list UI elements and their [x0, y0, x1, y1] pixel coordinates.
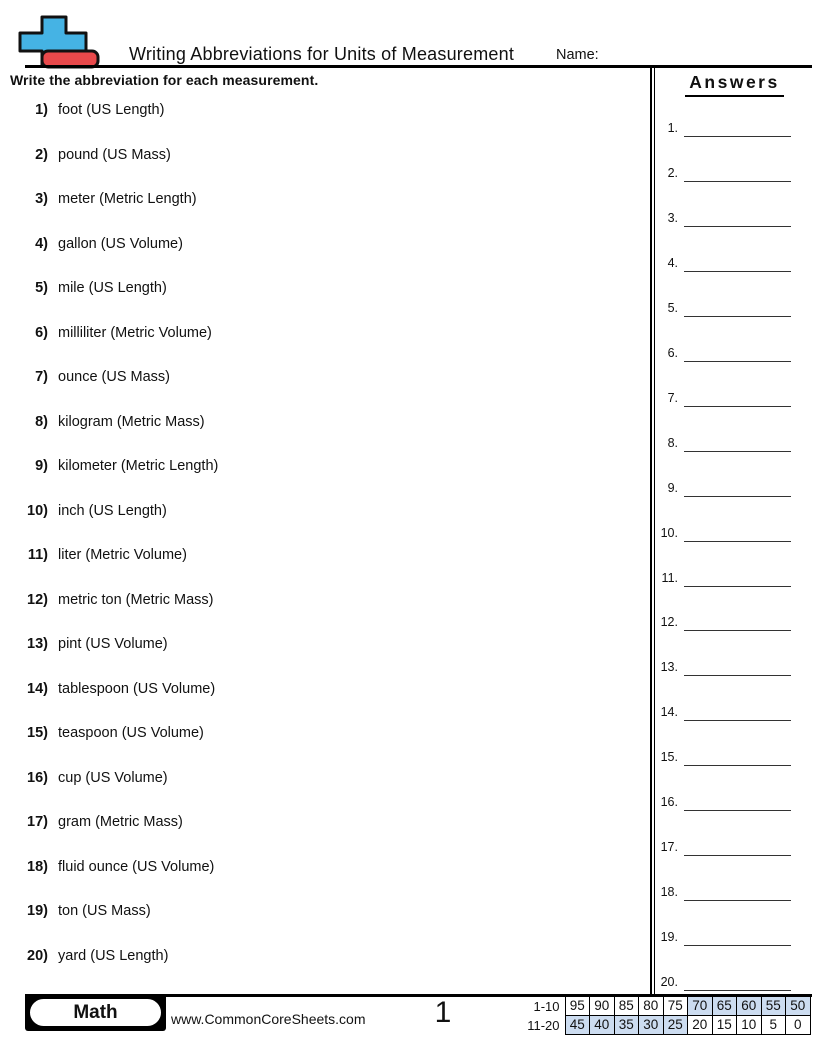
subject-badge — [25, 994, 166, 1031]
question-number: 13) — [27, 636, 48, 652]
question-text: teaspoon (US Volume) — [58, 725, 204, 741]
score-row — [512, 1016, 810, 1035]
question-text: pound (US Mass) — [58, 146, 171, 163]
answer-number: 6. — [667, 345, 678, 360]
question-number: 2) — [35, 146, 48, 163]
answer-blank[interactable] — [684, 570, 791, 587]
question-number: 15) — [27, 725, 48, 741]
question-item — [0, 191, 640, 208]
question-number: 8) — [35, 413, 48, 430]
question-text: metric ton (Metric Mass) — [58, 591, 214, 608]
question-item — [0, 725, 640, 742]
score-cell: 90 — [590, 997, 615, 1016]
question-number: 14) — [27, 680, 48, 697]
question-text: ton (US Mass) — [58, 903, 151, 919]
answer-item — [648, 614, 816, 631]
question-number: 18) — [27, 858, 48, 875]
answer-number: 3. — [667, 210, 678, 225]
score-cell: 40 — [590, 1016, 615, 1035]
score-cell: 55 — [761, 997, 786, 1016]
question-item — [0, 147, 640, 164]
answer-blank[interactable] — [684, 435, 791, 452]
score-range-label: 1-10 — [512, 997, 565, 1016]
question-item — [0, 503, 640, 520]
answer-item — [648, 659, 816, 676]
answer-number: 19. — [660, 930, 678, 945]
question-number: 10) — [27, 502, 48, 519]
answer-number: 5. — [667, 300, 678, 315]
question-number: 6) — [35, 324, 48, 341]
question-item — [0, 592, 640, 609]
answer-item — [648, 749, 816, 766]
answer-item — [648, 210, 816, 227]
answer-number: 15. — [660, 750, 678, 765]
question-text: gram (Metric Mass) — [58, 814, 183, 830]
question-item — [0, 102, 640, 119]
answer-number: 20. — [660, 975, 678, 990]
question-text: milliliter (Metric Volume) — [58, 324, 212, 341]
question-number: 19) — [27, 903, 48, 919]
score-cell: 10 — [737, 1016, 762, 1035]
score-cell: 20 — [688, 1016, 713, 1035]
question-item — [0, 770, 640, 787]
answer-number: 9. — [667, 480, 678, 495]
answer-blank[interactable] — [684, 525, 791, 542]
answer-blank[interactable] — [684, 165, 791, 182]
score-range-label: 11-20 — [512, 1016, 565, 1035]
question-text: mile (US Length) — [58, 280, 167, 296]
answer-item — [648, 929, 816, 946]
answer-blank[interactable] — [684, 210, 791, 227]
answer-blank[interactable] — [684, 345, 791, 362]
score-cell: 45 — [565, 1016, 590, 1035]
question-number: 17) — [27, 814, 48, 830]
score-table — [512, 996, 811, 1035]
score-cell: 5 — [761, 1016, 786, 1035]
answer-item — [648, 480, 816, 497]
question-item — [0, 280, 640, 297]
answer-item — [648, 704, 816, 721]
question-number: 12) — [27, 591, 48, 608]
question-item — [0, 903, 640, 920]
question-text: ounce (US Mass) — [58, 369, 171, 385]
answer-blank[interactable] — [684, 974, 791, 991]
answer-item — [648, 390, 816, 407]
answer-blank[interactable] — [684, 839, 791, 856]
answer-blank[interactable] — [684, 704, 791, 721]
website-url: www.CommonCoreSheets.com — [171, 1011, 366, 1027]
question-text: gallon (US Volume) — [58, 235, 183, 252]
answer-number: 8. — [667, 435, 678, 450]
question-item — [0, 681, 640, 698]
answer-item — [648, 255, 816, 272]
answer-number: 4. — [667, 255, 678, 270]
answer-item — [648, 300, 816, 317]
answer-blank[interactable] — [684, 749, 791, 766]
answer-item — [648, 165, 816, 182]
answer-item — [648, 435, 816, 452]
worksheet-title: Writing Abbreviations for Units of Measurement — [129, 44, 515, 64]
question-text: meter (Metric Length) — [58, 191, 197, 207]
question-number: 4) — [35, 235, 48, 252]
question-number: 16) — [27, 769, 48, 786]
question-number: 7) — [35, 369, 48, 385]
answer-item — [648, 884, 816, 901]
answer-number: 18. — [660, 885, 678, 900]
score-cell: 75 — [663, 997, 688, 1016]
score-cell: 60 — [737, 997, 762, 1016]
question-text: pint (US Volume) — [58, 636, 168, 652]
score-cell: 65 — [712, 997, 737, 1016]
answer-item — [648, 570, 816, 587]
question-item — [0, 414, 640, 431]
answer-item — [648, 839, 816, 856]
question-item — [0, 814, 640, 831]
answer-blank[interactable] — [684, 480, 791, 497]
answer-number: 1. — [667, 121, 678, 135]
subject-label: Math — [73, 1001, 118, 1023]
answer-blank[interactable] — [684, 300, 791, 317]
subject-pill — [30, 999, 161, 1026]
question-text: foot (US Length) — [58, 102, 165, 118]
question-item — [0, 325, 640, 342]
answer-list — [648, 0, 816, 1056]
question-item — [0, 369, 640, 386]
question-text: liter (Metric Volume) — [58, 547, 187, 563]
answer-blank[interactable] — [684, 120, 791, 137]
question-item — [0, 236, 640, 253]
question-text: kilogram (Metric Mass) — [58, 413, 205, 430]
answer-blank[interactable] — [684, 255, 791, 272]
question-text: fluid ounce (US Volume) — [58, 858, 215, 875]
question-number: 3) — [35, 191, 48, 207]
question-number: 1) — [35, 102, 48, 118]
question-number: 20) — [27, 947, 48, 964]
question-item — [0, 547, 640, 564]
question-text: tablespoon (US Volume) — [58, 680, 216, 697]
score-cell: 0 — [786, 1016, 811, 1035]
answer-number: 16. — [660, 795, 678, 810]
question-number: 11) — [27, 547, 48, 563]
score-cell: 70 — [688, 997, 713, 1016]
question-number: 9) — [35, 458, 48, 474]
answer-item — [648, 525, 816, 542]
answer-number: 11. — [661, 570, 678, 585]
score-cell: 30 — [639, 1016, 664, 1035]
answer-number: 7. — [667, 390, 678, 405]
question-item — [0, 859, 640, 876]
answer-blank[interactable] — [684, 929, 791, 946]
score-cell: 95 — [565, 997, 590, 1016]
instruction-text: Write the abbreviation for each measurement. — [10, 72, 319, 88]
answer-number: 17. — [660, 840, 678, 855]
answer-number: 12. — [660, 615, 678, 630]
answer-item — [648, 345, 816, 362]
question-item — [0, 458, 640, 475]
question-number: 5) — [35, 280, 48, 296]
answer-item — [648, 794, 816, 811]
score-cell: 35 — [614, 1016, 639, 1035]
question-text: yard (US Length) — [58, 947, 169, 964]
score-cell: 80 — [639, 997, 664, 1016]
question-item — [0, 636, 640, 653]
answer-item — [648, 120, 816, 137]
answer-blank[interactable] — [684, 390, 791, 407]
answer-item — [648, 974, 816, 991]
question-text: kilometer (Metric Length) — [58, 458, 219, 474]
score-row — [512, 997, 810, 1016]
question-text: inch (US Length) — [58, 502, 167, 519]
score-cell: 25 — [663, 1016, 688, 1035]
answers-heading: Answers — [685, 72, 783, 97]
question-item — [0, 948, 640, 965]
name-label: Name: — [556, 47, 599, 63]
answer-number: 10. — [660, 525, 678, 540]
page-number: 1 — [434, 996, 452, 1029]
answer-number: 13. — [660, 660, 678, 675]
answer-number: 14. — [660, 705, 678, 720]
score-cell: 50 — [786, 997, 811, 1016]
question-text: cup (US Volume) — [58, 769, 168, 786]
answer-blank[interactable] — [684, 884, 791, 901]
answer-blank[interactable] — [684, 614, 791, 631]
answer-blank[interactable] — [684, 659, 791, 676]
answer-blank[interactable] — [684, 794, 791, 811]
answer-number: 2. — [667, 165, 678, 180]
score-cell: 85 — [614, 997, 639, 1016]
score-cell: 15 — [712, 1016, 737, 1035]
